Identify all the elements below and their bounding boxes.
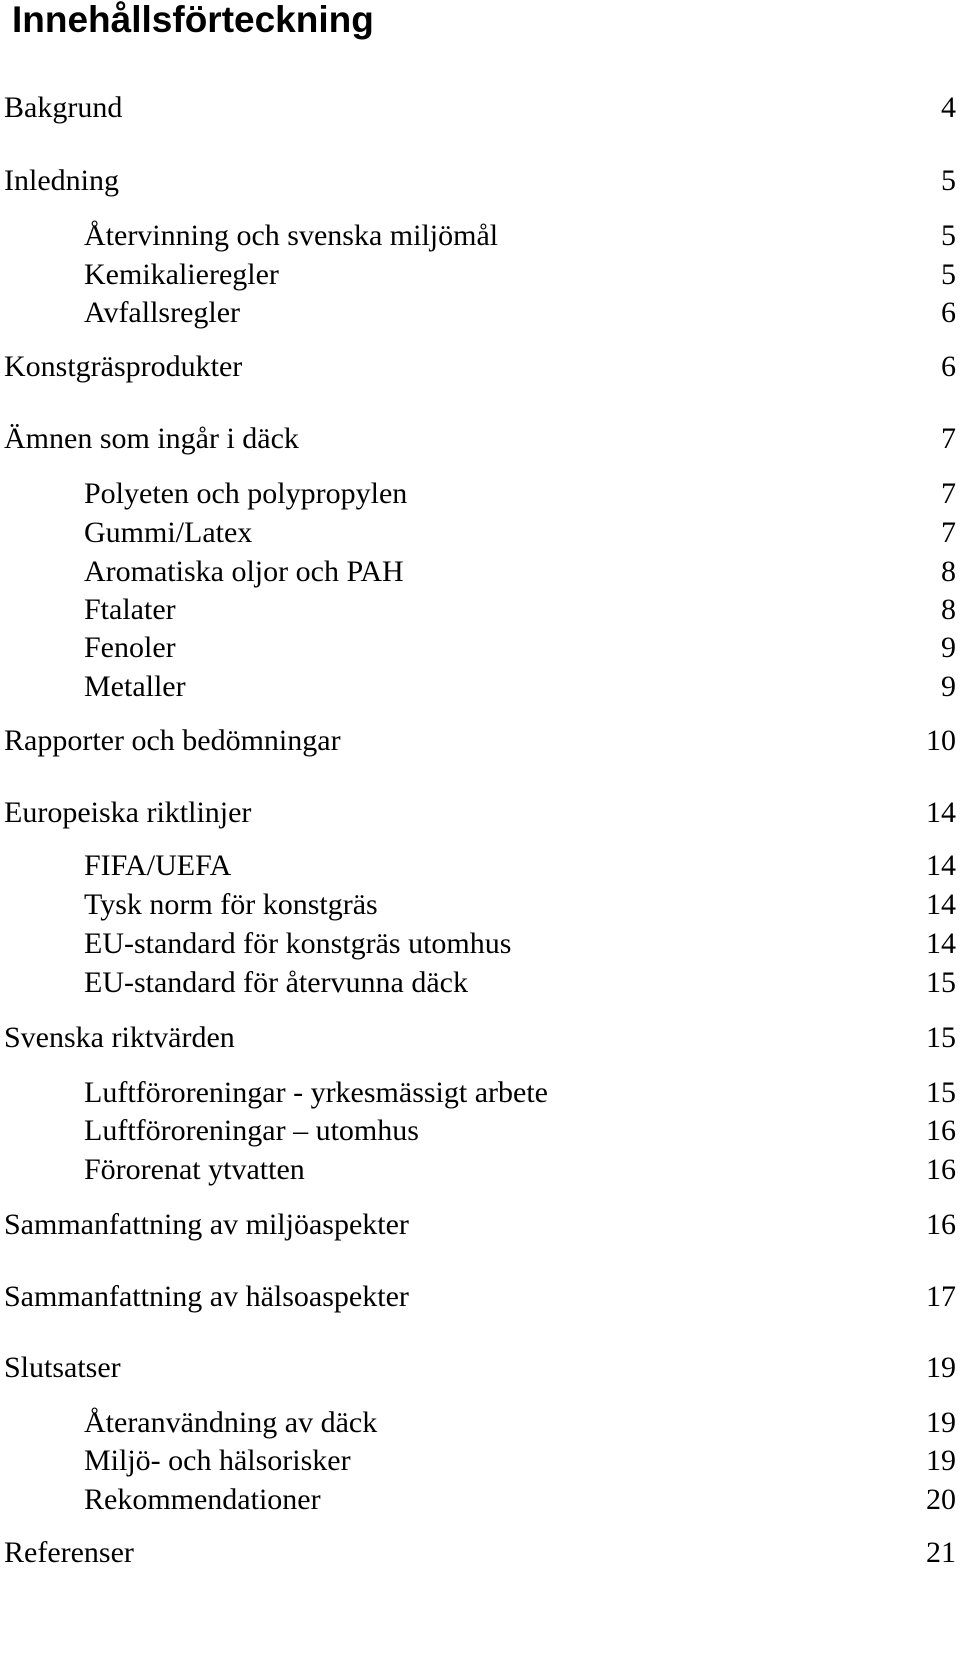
toc-entry[interactable]	[0, 1403, 960, 1443]
toc-entry-page: 20	[926, 1483, 956, 1516]
toc-entry-label: Kemikalieregler	[84, 258, 279, 291]
toc-entry-page: 4	[941, 91, 956, 124]
toc-entry-label: Europeiska riktlinjer	[4, 796, 252, 829]
toc-entry-label: EU-standard för återvunna däck	[84, 966, 468, 999]
toc-entry-label: Ftalater	[84, 593, 176, 626]
toc-entry[interactable]	[0, 513, 960, 553]
toc-entry[interactable]	[0, 216, 960, 256]
toc-entry-page: 16	[926, 1208, 956, 1241]
toc-entry-label: EU-standard för konstgräs utomhus	[84, 927, 512, 960]
toc-entry-label: Inledning	[4, 164, 119, 197]
toc-entry-page: 5	[941, 258, 956, 291]
toc-entry-label: Gummi/Latex	[84, 516, 253, 549]
toc-entry-page: 15	[926, 966, 956, 999]
toc-entry-label: Rekommendationer	[84, 1483, 321, 1516]
toc-entry-label: Återvinning och svenska miljömål	[84, 219, 499, 252]
toc-entry-label: Ämnen som ingår i däck	[4, 422, 299, 455]
toc-entry-label: Luftföroreningar – utomhus	[84, 1114, 419, 1147]
toc-entry-label: Tysk norm för konstgräs	[84, 888, 378, 921]
toc-entry-page: 9	[941, 670, 956, 703]
toc-entry-label: Konstgräsprodukter	[4, 350, 243, 383]
toc-entry[interactable]	[0, 474, 960, 514]
page-title: Innehållsförteckning	[12, 0, 374, 40]
toc-entry[interactable]	[0, 1348, 960, 1388]
toc-entry-page: 15	[926, 1076, 956, 1109]
toc-entry[interactable]	[0, 667, 960, 707]
toc-entry[interactable]	[0, 552, 960, 592]
toc-entry-page: 21	[926, 1536, 956, 1569]
toc-entry-label: Sammanfattning av miljöaspekter	[4, 1208, 409, 1241]
toc-entry[interactable]	[0, 924, 960, 964]
toc-entry-label: Aromatiska oljor och PAH	[84, 555, 404, 588]
toc-entry-label: Miljö- och hälsorisker	[84, 1444, 351, 1477]
toc-entry[interactable]	[0, 1533, 960, 1573]
toc-entry-label: Fenoler	[84, 631, 176, 664]
toc-entry-label: Sammanfattning av hälsoaspekter	[4, 1280, 409, 1313]
toc-entry[interactable]	[0, 347, 960, 387]
toc-entry-label: Avfallsregler	[84, 296, 241, 329]
toc-entry-page: 14	[926, 849, 956, 882]
toc-entry-page: 16	[926, 1114, 956, 1147]
toc-entry[interactable]	[0, 963, 960, 1003]
toc-entry-page: 14	[926, 796, 956, 829]
toc-entry-label: Återanvändning av däck	[84, 1406, 378, 1439]
toc-entry[interactable]	[0, 1441, 960, 1481]
toc-entry[interactable]	[0, 293, 960, 333]
toc-entry[interactable]	[0, 1205, 960, 1245]
toc-entry-page: 19	[926, 1406, 956, 1439]
toc-entry-label: FIFA/UEFA	[84, 849, 232, 882]
toc-entry-page: 19	[926, 1444, 956, 1477]
toc-entry-page: 14	[926, 888, 956, 921]
toc-entry-label: Polyeten och polypropylen	[84, 477, 408, 510]
toc-entry[interactable]	[0, 1111, 960, 1151]
toc-entry-page: 14	[926, 927, 956, 960]
toc-entry-page: 7	[941, 422, 956, 455]
toc-entry-page: 6	[941, 350, 956, 383]
toc-entry-page: 5	[941, 219, 956, 252]
toc-entry-label: Förorenat ytvatten	[84, 1153, 305, 1186]
toc-entry[interactable]	[0, 721, 960, 761]
toc-entry-page: 10	[926, 724, 956, 757]
toc-entry-page: 7	[941, 477, 956, 510]
toc-entry[interactable]	[0, 1277, 960, 1317]
toc-entry[interactable]	[0, 161, 960, 201]
toc-entry[interactable]	[0, 1018, 960, 1058]
toc-entry[interactable]	[0, 1150, 960, 1190]
toc-entry[interactable]	[0, 793, 960, 833]
toc-entry-page: 19	[926, 1351, 956, 1384]
toc-entry[interactable]	[0, 88, 960, 128]
toc-entry-page: 8	[941, 593, 956, 626]
toc-entry-page: 9	[941, 631, 956, 664]
toc-entry-page: 17	[926, 1280, 956, 1313]
toc-entry[interactable]	[0, 885, 960, 925]
toc-entry-label: Referenser	[4, 1536, 134, 1569]
toc-entry-label: Metaller	[84, 670, 186, 703]
toc-entry-page: 7	[941, 516, 956, 549]
toc-entry-label: Bakgrund	[4, 91, 123, 124]
toc-entry[interactable]	[0, 846, 960, 886]
toc-entry-label: Rapporter och bedömningar	[4, 724, 341, 757]
toc-entry-label: Slutsatser	[4, 1351, 121, 1384]
toc-entry-page: 8	[941, 555, 956, 588]
toc-entry-page: 5	[941, 164, 956, 197]
toc-entry[interactable]	[0, 419, 960, 459]
toc-entry-label: Luftföroreningar - yrkesmässigt arbete	[84, 1076, 548, 1109]
toc-entry[interactable]	[0, 1480, 960, 1520]
toc-entry-page: 15	[926, 1021, 956, 1054]
toc-entry[interactable]	[0, 255, 960, 295]
toc-entry[interactable]	[0, 590, 960, 630]
toc-entry-label: Svenska riktvärden	[4, 1021, 235, 1054]
toc-entry-page: 6	[941, 296, 956, 329]
toc-entry[interactable]	[0, 628, 960, 668]
toc-entry-page: 16	[926, 1153, 956, 1186]
toc-entry[interactable]	[0, 1073, 960, 1113]
